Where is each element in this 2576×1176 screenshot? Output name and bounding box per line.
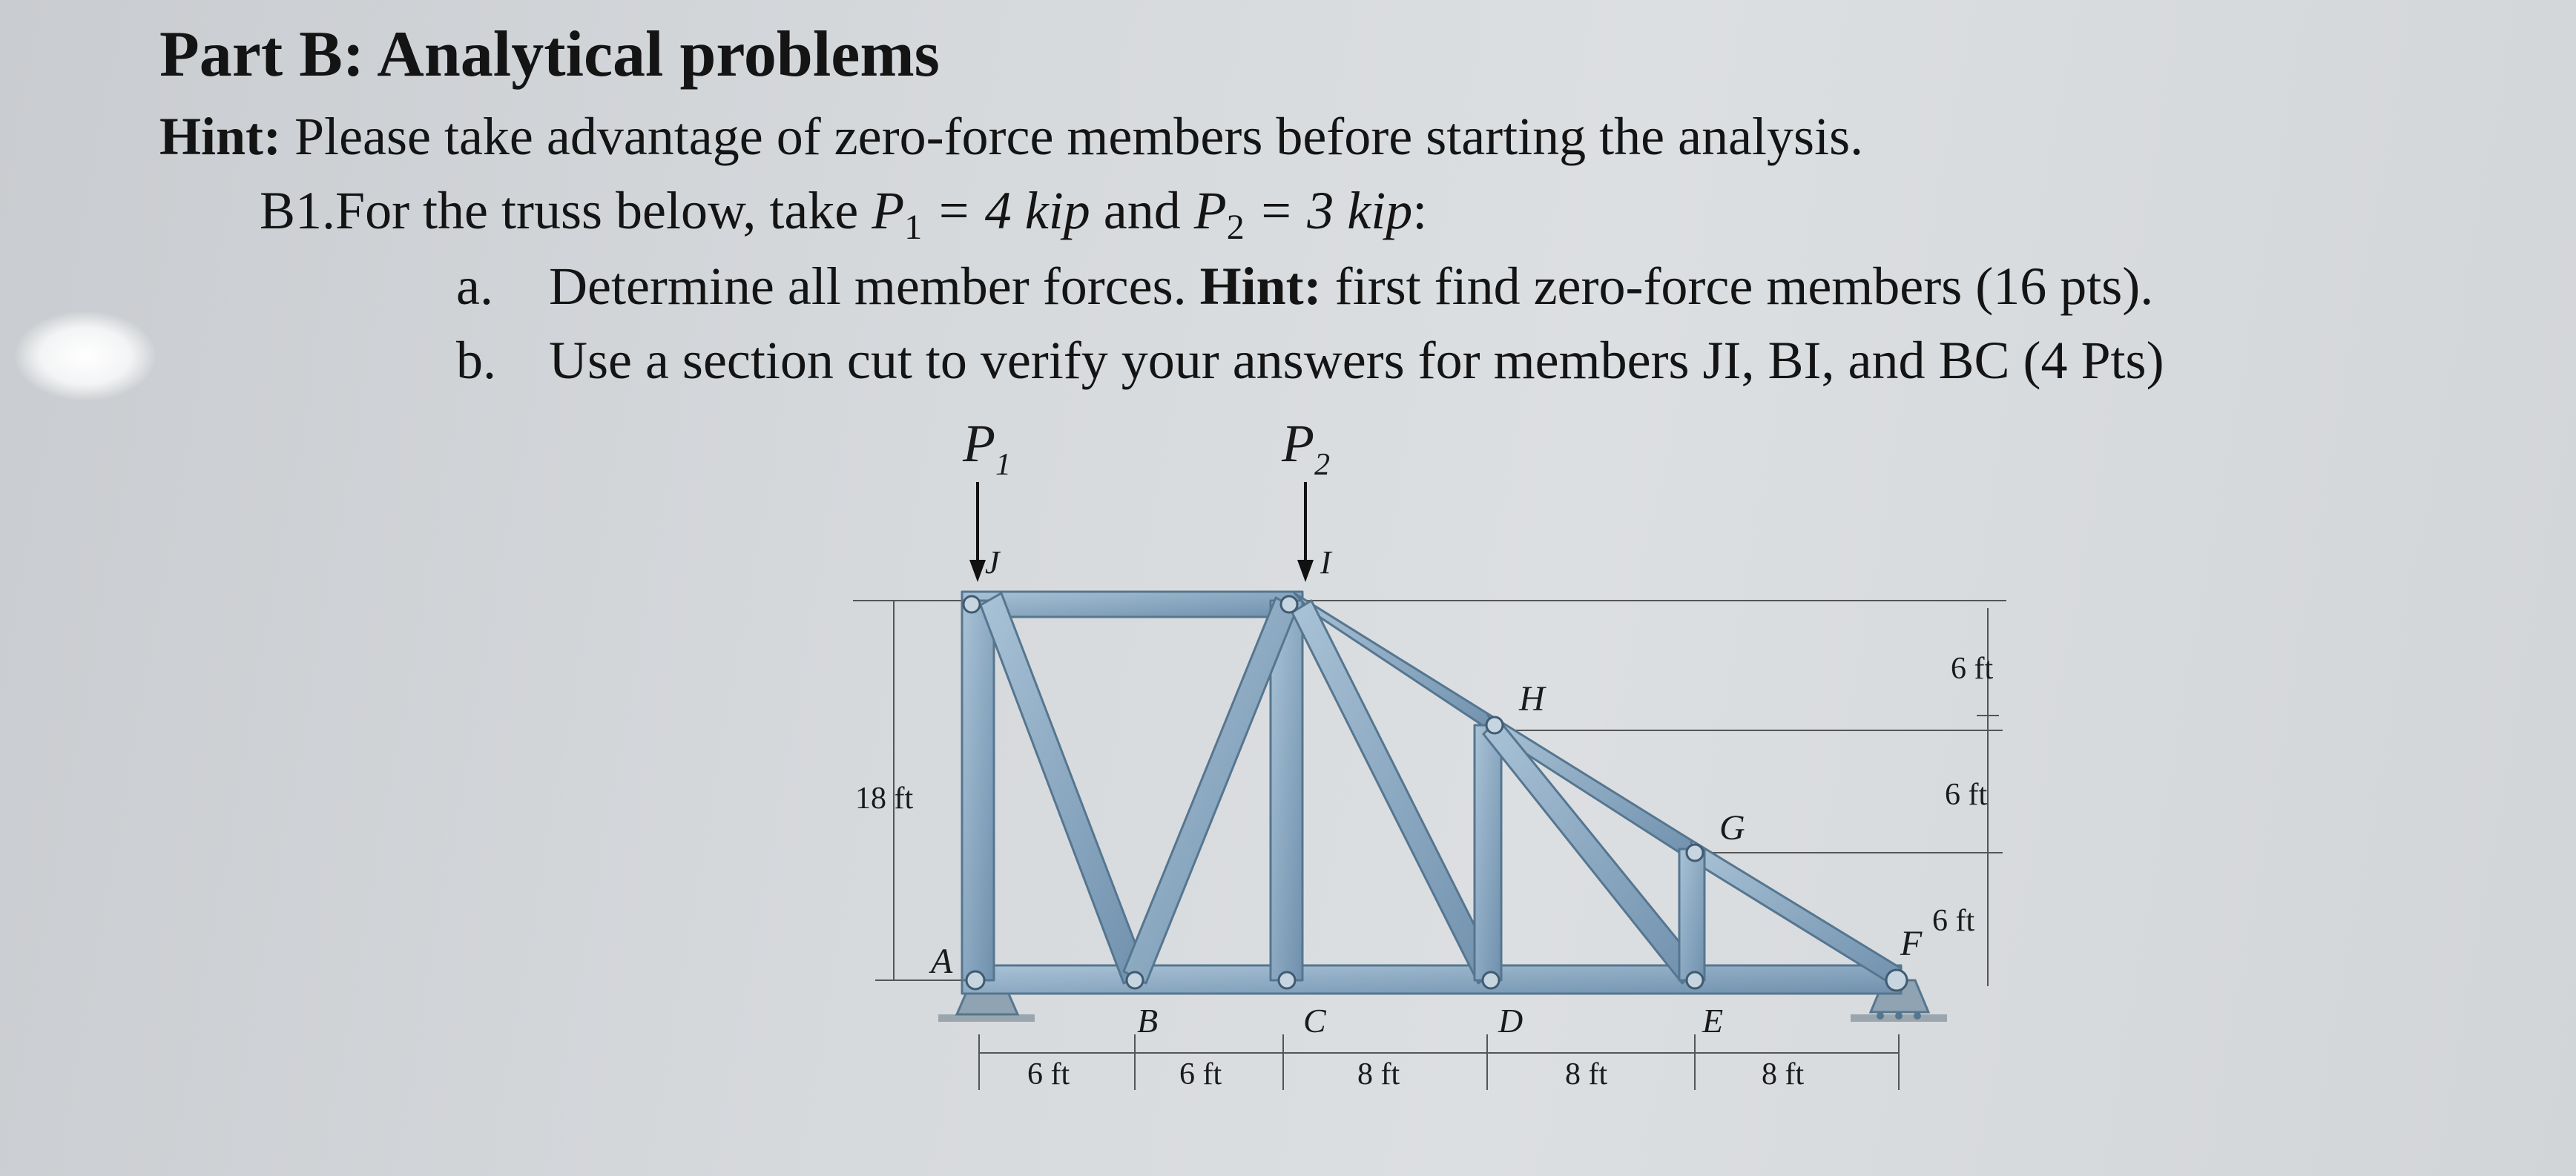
ground [938,1014,1947,1022]
dimension-bottom-5: 8 ft [1762,1057,1805,1091]
joint-f [1886,970,1907,991]
item-b-marker: b. [456,331,496,390]
joint-i [1281,596,1297,612]
joint-c [1279,972,1295,988]
member-jb [981,593,1146,983]
dimension-bottom-1: 6 ft [1027,1057,1070,1091]
node-label-e: E [1702,1002,1724,1040]
joint-a [966,971,984,989]
joint-b [1127,972,1143,988]
node-label-i: I [1320,544,1331,581]
node-label-f: F [1900,924,1923,963]
node-label-j: J [985,544,1000,581]
p2-value: = 3 kip [1244,181,1413,240]
hint-label: Hint: [159,107,282,166]
joint-d [1483,972,1499,988]
p1-value: = 4 kip [922,181,1090,240]
problem-text-end: : [1412,181,1428,240]
node-label-c: C [1303,1002,1326,1040]
member-aj [962,601,994,980]
p2-symbol: P [1193,181,1227,240]
member-ge [1679,849,1704,980]
dimension-right-3: 6 ft [1932,904,1975,938]
joint-h [1486,717,1503,733]
dimension-bottom-3: 8 ft [1357,1057,1400,1091]
item-b-text: Use a section cut to verify your answers for members JI, BI, and BC (4 Pts) [549,331,2164,390]
node-label-d: D [1498,1002,1523,1040]
p1-subscript: 1 [904,208,923,247]
p2-subscript: 2 [1226,208,1245,247]
dimension-height-total: 18 ft [855,782,914,816]
node-label-a: A [931,942,953,981]
member-bottom-chord [962,965,1901,994]
problem-text-and: and [1090,181,1194,240]
load-label-p2: $P_2$ [1282,414,1330,482]
node-label-g: G [1719,808,1745,848]
load-arrows [969,482,1314,582]
item-a-marker: a. [456,257,493,316]
load-label-p1: $P_1$ [963,414,1011,482]
joint-j [963,596,980,612]
problem-number: B1. [260,181,336,240]
problem-text-before: For the truss below, take [335,181,872,240]
part-title: Part B: Analytical problems [159,19,940,90]
item-a-text: Determine all member forces. [549,257,1200,316]
dimension-right-1: 6 ft [1951,652,1994,686]
dimension-right-2: 6 ft [1945,778,1988,812]
dimension-bottom-2: 6 ft [1179,1057,1222,1091]
member-he [1483,719,1701,983]
hint-text: Please take advantage of zero-force members before starting the analysis. [294,107,1864,166]
member-hd [1475,725,1501,980]
truss-members [962,592,1901,994]
joint-g [1687,845,1703,861]
member-ji [962,592,1302,617]
p1-symbol: P [872,181,905,240]
node-label-h: H [1519,679,1545,719]
node-label-b: B [1137,1002,1159,1040]
item-a-hint-text: first find zero-force members (16 pts). [1321,257,2154,316]
dimension-bottom-4: 8 ft [1565,1057,1608,1091]
joint-e [1687,972,1703,988]
item-a-hint-label: Hint: [1199,257,1322,316]
